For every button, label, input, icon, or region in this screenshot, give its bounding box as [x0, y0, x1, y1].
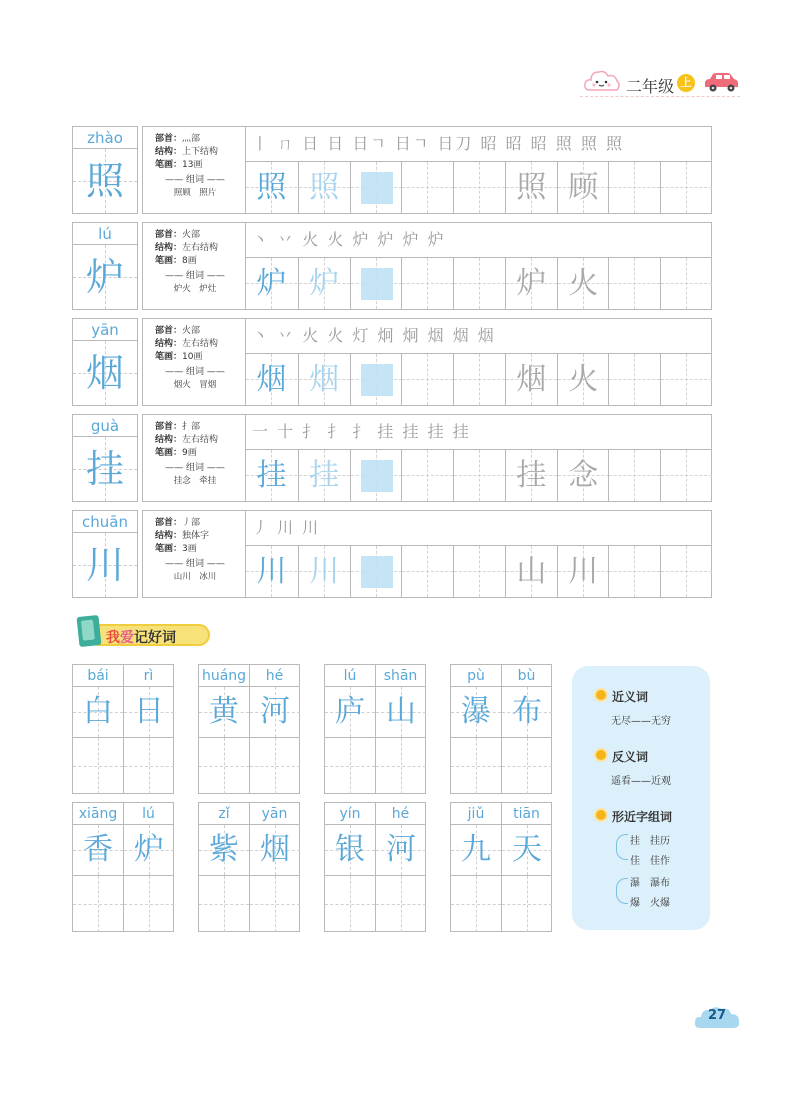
- writing-cell[interactable]: [375, 737, 425, 793]
- car-icon: [702, 70, 740, 94]
- word-box: [324, 802, 426, 932]
- practice-cell[interactable]: [557, 162, 609, 213]
- char-row: [72, 318, 712, 406]
- practice-cell[interactable]: [505, 546, 557, 597]
- practice-cell[interactable]: [660, 546, 712, 597]
- zuci-words: 烟火 冒烟: [173, 380, 217, 390]
- practice-char: 照: [516, 170, 547, 205]
- word-char: 烟: [260, 832, 290, 867]
- word-pinyin: tiān: [501, 803, 551, 825]
- zuci-label: —— 组词 ——: [165, 175, 225, 185]
- char-row: [72, 222, 712, 310]
- word-char: 河: [260, 694, 290, 729]
- practice-cell[interactable]: [505, 450, 557, 501]
- word-pinyin: zǐ: [199, 803, 249, 825]
- writing-cell[interactable]: [73, 737, 123, 793]
- practice-cell[interactable]: [505, 354, 557, 405]
- practice-cell[interactable]: [350, 546, 402, 597]
- word-box: [324, 664, 426, 794]
- synonym-title: 近义词: [612, 690, 649, 704]
- writing-cell[interactable]: [325, 737, 375, 793]
- char-main: 炉: [85, 255, 124, 299]
- practice-char: 炉: [309, 266, 340, 301]
- word-notes-panel: [572, 666, 710, 930]
- practice-cell[interactable]: [557, 258, 609, 309]
- practice-grid: [246, 354, 712, 406]
- practice-cell[interactable]: [298, 162, 350, 213]
- practice-cell[interactable]: [453, 162, 505, 213]
- practice-char: 炉: [516, 266, 547, 301]
- practice-char: 烟: [256, 362, 287, 397]
- practice-cell[interactable]: [557, 450, 609, 501]
- practice-cell[interactable]: [660, 162, 712, 213]
- practice-char: 挂: [516, 458, 547, 493]
- char-pinyin: zhào: [73, 127, 137, 149]
- radical: 灬部: [182, 134, 201, 144]
- writing-cell[interactable]: [375, 875, 425, 931]
- writing-cell[interactable]: [123, 875, 173, 931]
- char-row: [72, 510, 712, 598]
- word-box: [198, 664, 300, 794]
- structure: 左右结构: [182, 339, 219, 349]
- writing-cell[interactable]: [199, 737, 249, 793]
- practice-cell[interactable]: [350, 258, 402, 309]
- practice-char: 烟: [516, 362, 547, 397]
- practice-cell[interactable]: [453, 258, 505, 309]
- practice-char: 火: [568, 362, 599, 397]
- synonym-text: 无尽——无穷: [611, 716, 671, 727]
- practice-cell[interactable]: [505, 258, 557, 309]
- banner-title: [106, 627, 176, 647]
- practice-cell[interactable]: [350, 354, 402, 405]
- word-box: [450, 664, 552, 794]
- stroke-order: 一 十 扌 扌 扌 挂 挂 挂 挂: [246, 414, 712, 450]
- practice-cell[interactable]: [350, 450, 402, 501]
- practice-cell[interactable]: [660, 450, 712, 501]
- practice-cell[interactable]: [453, 546, 505, 597]
- trace-block: [361, 268, 393, 300]
- practice-cell[interactable]: [401, 354, 453, 405]
- similar-chars-title: 形近字组词: [612, 810, 673, 824]
- trace-block: [361, 364, 393, 396]
- page-number: [694, 1004, 740, 1032]
- brace-2: [616, 878, 628, 904]
- word-char: 山: [386, 694, 416, 729]
- practice-char: 照: [309, 170, 340, 205]
- practice-cell[interactable]: [608, 162, 660, 213]
- zuci-label: —— 组词 ——: [165, 463, 225, 473]
- practice-cell[interactable]: [608, 258, 660, 309]
- writing-cell[interactable]: [501, 737, 551, 793]
- char-main: 照: [85, 159, 124, 203]
- word-char: 香: [83, 832, 113, 867]
- char-info: 部首：火部 结构：左右结构 笔画：8画 —— 组词 —— 炉火 炉灶: [142, 222, 246, 310]
- word-pinyin: bái: [73, 665, 123, 687]
- practice-cell[interactable]: [298, 258, 350, 309]
- practice-cell[interactable]: [505, 162, 557, 213]
- word-char: 日: [134, 694, 164, 729]
- word-pinyin: pù: [451, 665, 501, 687]
- writing-cell[interactable]: [501, 875, 551, 931]
- structure: 上下结构: [182, 147, 219, 157]
- zuci-label: —— 组词 ——: [165, 367, 225, 377]
- radical: 火部: [182, 230, 201, 240]
- page-number-text: 27: [707, 1008, 727, 1023]
- practice-char: 念: [568, 458, 599, 493]
- trace-block: [361, 460, 393, 492]
- practice-cell[interactable]: [660, 354, 712, 405]
- word-box: [72, 802, 174, 932]
- word-char: 黄: [209, 694, 239, 729]
- stroke-order: 丿 川 川: [246, 510, 712, 546]
- char-card: [72, 510, 138, 598]
- char-main: 川: [85, 543, 124, 587]
- practice-cell[interactable]: [608, 450, 660, 501]
- word-box: [450, 802, 552, 932]
- similar-pair: 瀑 瀑布: [630, 878, 670, 889]
- stroke-count: 3画: [182, 544, 197, 554]
- word-pinyin: jiǔ: [451, 803, 501, 825]
- practice-cell[interactable]: [660, 258, 712, 309]
- practice-cell[interactable]: [608, 546, 660, 597]
- practice-char: 挂: [309, 458, 340, 493]
- trace-block: [361, 556, 393, 588]
- stroke-count: 8画: [182, 256, 197, 266]
- char-main: 烟: [85, 351, 124, 395]
- char-pinyin: guà: [73, 415, 137, 437]
- antonym-title: 反义词: [612, 750, 649, 764]
- practice-cell[interactable]: [246, 162, 298, 213]
- antonym-text: 遥看——近观: [611, 776, 671, 787]
- word-pinyin: shān: [375, 665, 425, 687]
- word-char: 天: [512, 832, 542, 867]
- char-main: 挂: [85, 447, 124, 491]
- practice-cell[interactable]: [401, 258, 453, 309]
- practice-cell[interactable]: [298, 546, 350, 597]
- practice-char: 顾: [568, 170, 599, 205]
- char-pinyin: lú: [73, 223, 137, 245]
- zuci-words: 照顾 照片: [173, 188, 217, 198]
- word-char: 瀑: [461, 694, 491, 729]
- volume-badge: 上: [677, 74, 695, 92]
- stroke-count: 9画: [182, 448, 197, 458]
- word-char: 九: [461, 832, 491, 867]
- word-box: [198, 802, 300, 932]
- structure: 左右结构: [182, 243, 219, 253]
- trace-block: [361, 172, 393, 204]
- word-pinyin: yān: [249, 803, 299, 825]
- practice-cell[interactable]: [246, 450, 298, 501]
- practice-grid: [246, 450, 712, 502]
- section-banner: [74, 620, 210, 648]
- practice-char: 川: [256, 554, 287, 589]
- writing-cell[interactable]: [325, 875, 375, 931]
- char-pinyin: yān: [73, 319, 137, 341]
- practice-cell[interactable]: [557, 546, 609, 597]
- book-icon: [76, 615, 101, 647]
- word-pinyin: yín: [325, 803, 375, 825]
- char-info: 部首：火部 结构：左右结构 笔画：10画 —— 组词 —— 烟火 冒烟: [142, 318, 246, 406]
- char-card: [72, 126, 138, 214]
- stroke-order: 丶 丷 火 火 炉 炉 炉 炉: [246, 222, 712, 258]
- practice-cell[interactable]: [246, 354, 298, 405]
- word-char: 庐: [335, 694, 365, 729]
- writing-cell[interactable]: [73, 875, 123, 931]
- practice-cell[interactable]: [557, 354, 609, 405]
- radical: 丿部: [182, 518, 201, 528]
- practice-char: 川: [568, 554, 599, 589]
- practice-char: 挂: [256, 458, 287, 493]
- practice-cell[interactable]: [246, 546, 298, 597]
- grade-label: 二年级: [626, 77, 675, 96]
- zuci-words: 山川 冰川: [173, 572, 217, 582]
- word-pinyin: hé: [249, 665, 299, 687]
- char-row: [72, 126, 712, 214]
- word-pinyin: xiāng: [73, 803, 123, 825]
- radical: 扌部: [182, 422, 201, 432]
- practice-cell[interactable]: [401, 450, 453, 501]
- stroke-order: 丨 ㄇ 日 日 日ㄱ 日ㄱ 日刀 昭 昭 昭 照 照 照: [246, 126, 712, 162]
- practice-char: 火: [568, 266, 599, 301]
- practice-char: 烟: [309, 362, 340, 397]
- char-info: 部首：丿部 结构：独体字 笔画：3画 —— 组词 —— 山川 冰川: [142, 510, 246, 598]
- zuci-label: —— 组词 ——: [165, 559, 225, 569]
- stroke-order: 丶 丷 火 火 灯 炯 炯 烟 烟 烟: [246, 318, 712, 354]
- zuci-words: 炉火 炉灶: [173, 284, 217, 294]
- char-card: [72, 222, 138, 310]
- word-char: 布: [512, 694, 542, 729]
- writing-cell[interactable]: [199, 875, 249, 931]
- practice-char: 照: [256, 170, 287, 205]
- cloud-face-icon: [584, 68, 620, 94]
- practice-cell[interactable]: [298, 354, 350, 405]
- banner-part-2: 爱: [120, 630, 134, 646]
- word-pinyin: bù: [501, 665, 551, 687]
- practice-cell[interactable]: [453, 354, 505, 405]
- word-pinyin: rì: [123, 665, 173, 687]
- writing-cell[interactable]: [249, 875, 299, 931]
- char-card: [72, 414, 138, 502]
- writing-cell[interactable]: [123, 737, 173, 793]
- practice-cell[interactable]: [246, 258, 298, 309]
- practice-cell[interactable]: [453, 450, 505, 501]
- word-box: [72, 664, 174, 794]
- word-pinyin: lú: [123, 803, 173, 825]
- structure: 左右结构: [182, 435, 219, 445]
- practice-grid: [246, 258, 712, 310]
- word-char: 河: [386, 832, 416, 867]
- word-pinyin: lú: [325, 665, 375, 687]
- writing-cell[interactable]: [451, 737, 501, 793]
- practice-cell[interactable]: [298, 450, 350, 501]
- banner-part-1: 我: [106, 630, 120, 646]
- char-row: [72, 414, 712, 502]
- zuci-words: 挂念 牵挂: [173, 476, 217, 486]
- char-card: [72, 318, 138, 406]
- stroke-count: 13画: [182, 160, 203, 170]
- practice-char: 炉: [256, 266, 287, 301]
- practice-grid: [246, 162, 712, 214]
- writing-cell[interactable]: [451, 875, 501, 931]
- char-info: 部首：扌部 结构：左右结构 笔画：9画 —— 组词 —— 挂念 牵挂: [142, 414, 246, 502]
- char-pinyin: chuān: [73, 511, 137, 533]
- practice-cell[interactable]: [350, 162, 402, 213]
- char-info: 部首：灬部 结构：上下结构 笔画：13画 —— 组词 —— 照顾 照片: [142, 126, 246, 214]
- stroke-count: 10画: [182, 352, 203, 362]
- word-char: 白: [83, 694, 113, 729]
- similar-pair: 爆 火爆: [630, 898, 670, 909]
- practice-char: 川: [309, 554, 340, 589]
- brace-1: [616, 834, 628, 860]
- word-char: 炉: [134, 832, 164, 867]
- practice-char: 山: [516, 554, 547, 589]
- radical: 火部: [182, 326, 201, 336]
- similar-pair: 挂 挂历: [630, 836, 670, 847]
- word-char: 紫: [209, 832, 239, 867]
- word-pinyin: huáng: [199, 665, 249, 687]
- structure: 独体字: [182, 531, 210, 541]
- practice-cell[interactable]: [401, 546, 453, 597]
- writing-cell[interactable]: [249, 737, 299, 793]
- zuci-label: —— 组词 ——: [165, 271, 225, 281]
- practice-cell[interactable]: [608, 354, 660, 405]
- practice-grid: [246, 546, 712, 598]
- word-pinyin: hé: [375, 803, 425, 825]
- similar-pair: 佳 佳作: [630, 856, 670, 867]
- banner-part-3: 记好词: [134, 630, 176, 646]
- word-char: 银: [335, 832, 365, 867]
- practice-cell[interactable]: [401, 162, 453, 213]
